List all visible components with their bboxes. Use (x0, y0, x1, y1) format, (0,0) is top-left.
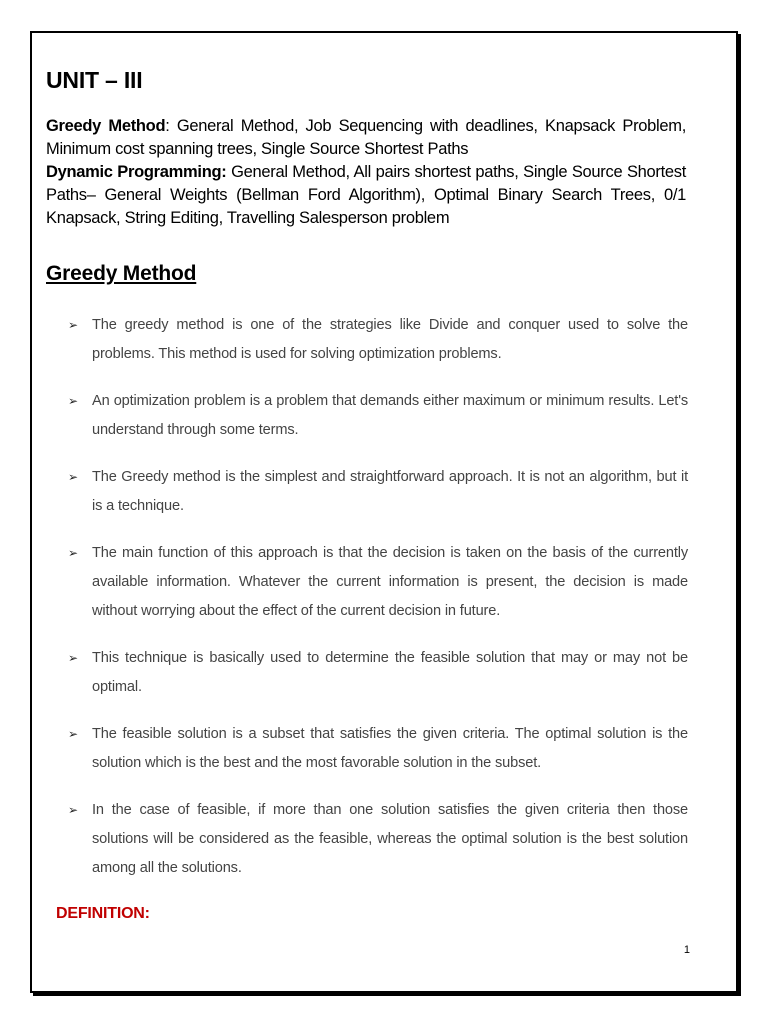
dp-syllabus-text: General Method, All pairs shortest paths, Single Source Shortest Paths– General Weights (Bellman Ford Algorithm), Optimal Binary Search Trees, 0/1 Knapsack, String Editing, Travelling Salesperson problem (46, 163, 686, 227)
document-page (30, 31, 738, 993)
greedy-syllabus-text: : General Method, Job Sequencing with deadlines, Knapsack Problem, Minimum cost spanning trees, Single Source Shortest Paths (46, 117, 687, 158)
page-number: 1 (683, 944, 690, 956)
unit-title: UNIT – III (46, 67, 143, 93)
arrow-bullet-icon: ➢ (68, 546, 78, 560)
bullet-item (68, 463, 688, 521)
bullet-text: In the case of feasible, if more than one solution satisfies the given criteria then those solutions will be considered as the feasible, whereas the optimal solution is the best solution among all the solutions. (92, 802, 688, 876)
arrow-bullet-icon: ➢ (68, 727, 78, 741)
bullet-text: This technique is basically used to determine the feasible solution that may or may not be optimal. (92, 650, 688, 695)
section-title-greedy-method: Greedy Method (46, 262, 197, 285)
bullet-item (68, 720, 688, 778)
arrow-bullet-icon: ➢ (68, 318, 78, 332)
bullet-text: An optimization problem is a problem that demands either maximum or minimum results. Let's understand through some terms. (92, 393, 688, 438)
bullet-text: The Greedy method is the simplest and straightforward approach. It is not an algorithm, but it is a technique. (92, 469, 688, 514)
bullet-item (68, 796, 688, 883)
arrow-bullet-icon: ➢ (68, 470, 78, 484)
bullet-text: The main function of this approach is that the decision is taken on the basis of the currently available information. Whatever the current information is present, the decision is made without worrying about the effect of the current decision in future. (92, 545, 688, 619)
bullet-item (68, 311, 688, 369)
arrow-bullet-icon: ➢ (68, 803, 78, 817)
bullet-item (68, 387, 688, 445)
dp-syllabus-label: Dynamic Programming: (46, 163, 227, 181)
bullet-text: The greedy method is one of the strategies like Divide and conquer used to solve the problems. This method is used for solving optimization problems. (92, 317, 688, 362)
bullet-item (68, 644, 688, 702)
definition-heading: DEFINITION: (56, 905, 150, 922)
greedy-syllabus-label: Greedy Method (46, 117, 166, 135)
bullet-item (68, 539, 688, 626)
bullet-text: The feasible solution is a subset that satisfies the given criteria. The optimal solution is the solution which is the best and the most favorable solution in the subset. (92, 726, 688, 771)
dp-syllabus-line (46, 161, 686, 230)
bullet-list (68, 311, 688, 883)
arrow-bullet-icon: ➢ (68, 651, 78, 665)
arrow-bullet-icon: ➢ (68, 394, 78, 408)
syllabus-summary (46, 115, 686, 230)
greedy-syllabus-line (46, 115, 686, 161)
